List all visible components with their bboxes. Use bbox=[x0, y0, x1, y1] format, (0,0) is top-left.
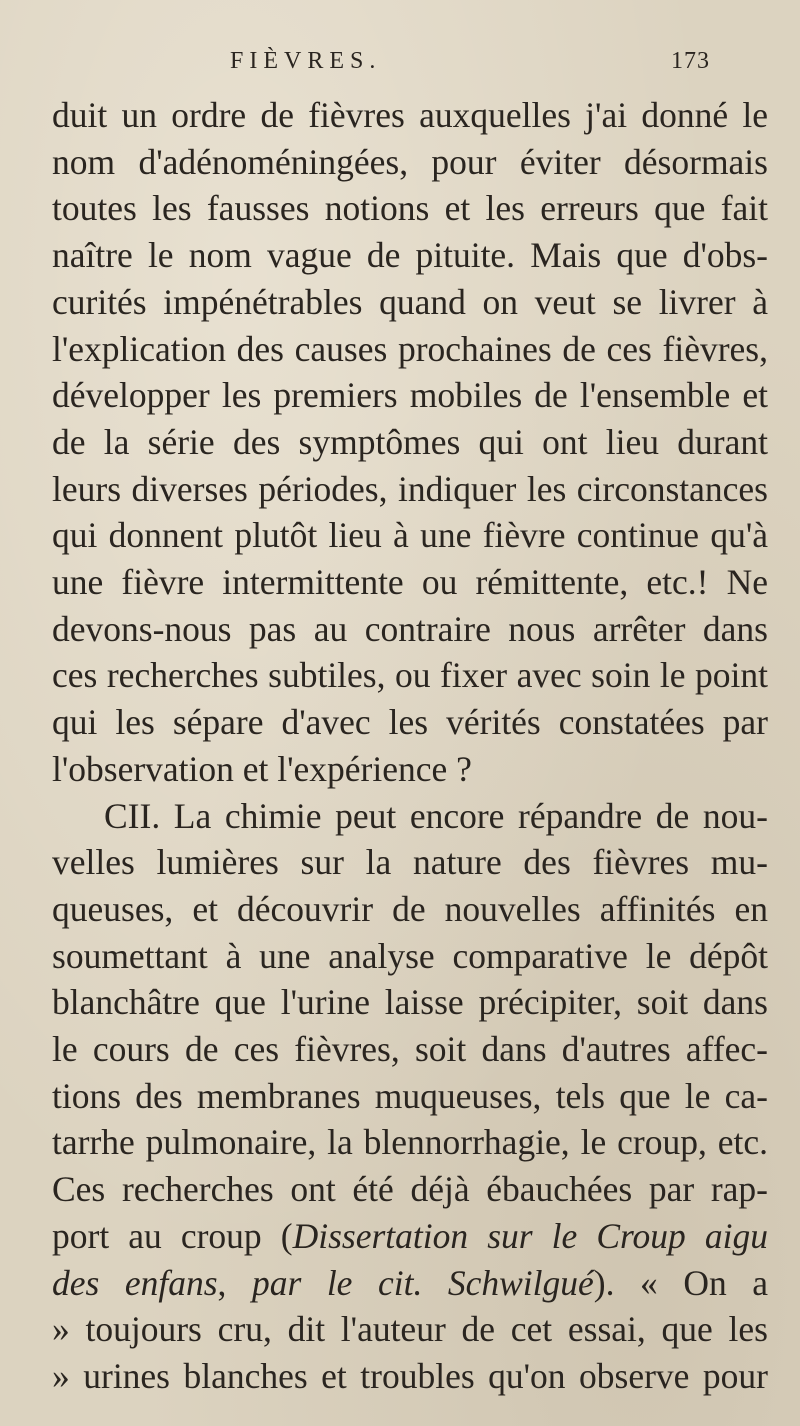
text-segment: port au croup ( bbox=[52, 1215, 293, 1256]
body-text bbox=[52, 92, 768, 1400]
text-segment: ). « On a bbox=[593, 1262, 768, 1303]
text-line: qui les sépare d'avec les vérités constatées par bbox=[52, 702, 768, 743]
text-line: de la série des symptômes qui ont lieu durant bbox=[52, 421, 768, 462]
text-line: naître le nom vague de pituite. Mais que d'obs- bbox=[52, 235, 768, 276]
text-line: duit un ordre de fièvres auxquelles j'ai donné le bbox=[52, 95, 768, 135]
text-line: devons-nous pas au contraire nous arrêter dans bbox=[52, 608, 768, 649]
text-line: toutes les fausses notions et les erreurs que fait bbox=[52, 188, 768, 229]
text-line: le cours de ces fièvres, soit dans d'autres affec- bbox=[52, 1029, 768, 1070]
text-line: blanchâtre que l'urine laisse précipiter, soit dans bbox=[52, 982, 768, 1023]
text-line: curités impénétrables quand on veut se livrer à bbox=[52, 281, 768, 322]
quote-line: » urines blanches et troubles qu'on observe pour bbox=[52, 1355, 768, 1396]
italic-author: par le cit. Schwilgué bbox=[251, 1262, 594, 1303]
text-line: développer les premiers mobiles de l'ensemble et bbox=[52, 375, 768, 416]
section-start-line: CII. La chimie peut encore répandre de nou- bbox=[104, 795, 768, 836]
quote-line: » toujours cru, dit l'auteur de cet essai, que les bbox=[52, 1309, 768, 1350]
text-line: velles lumières sur la nature des fièvres mu- bbox=[52, 842, 768, 883]
page-number: 173 bbox=[671, 48, 710, 74]
running-head bbox=[230, 48, 710, 82]
text-line: Ces recherches ont été déjà ébauchées par rap- bbox=[52, 1169, 768, 1210]
italic-title: des enfans bbox=[52, 1262, 218, 1303]
text-line: soumettant à une analyse comparative le dépôt bbox=[52, 935, 768, 976]
text-line: tarrhe pulmonaire, la blennorrhagie, le croup, etc. bbox=[52, 1122, 768, 1163]
text-line-citation bbox=[52, 1260, 768, 1307]
running-title: FIÈVRES. bbox=[230, 48, 382, 74]
text-line: queuses, et découvrir de nouvelles affinités en bbox=[52, 888, 768, 929]
text-line: l'observation et l'expérience ? bbox=[52, 748, 472, 789]
text-line-citation bbox=[52, 1213, 768, 1260]
text-line: leurs diverses périodes, indiquer les circonstances bbox=[52, 468, 768, 509]
text-segment: , bbox=[217, 1262, 252, 1303]
text-line: qui donnent plutôt lieu à une fièvre continue qu'à bbox=[52, 515, 768, 556]
text-line: l'explication des causes prochaines de ces fièvres, bbox=[52, 328, 768, 369]
italic-title: Dissertation sur le Croup aigu bbox=[292, 1215, 768, 1256]
text-line: une fièvre intermittente ou rémittente, etc.! Ne bbox=[52, 562, 768, 603]
text-line: ces recherches subtiles, ou fixer avec soin le point bbox=[52, 655, 768, 696]
text-line: nom d'adénoméningées, pour éviter désormais bbox=[52, 141, 768, 182]
text-line: tions des membranes muqueuses, tels que le ca- bbox=[52, 1075, 768, 1116]
